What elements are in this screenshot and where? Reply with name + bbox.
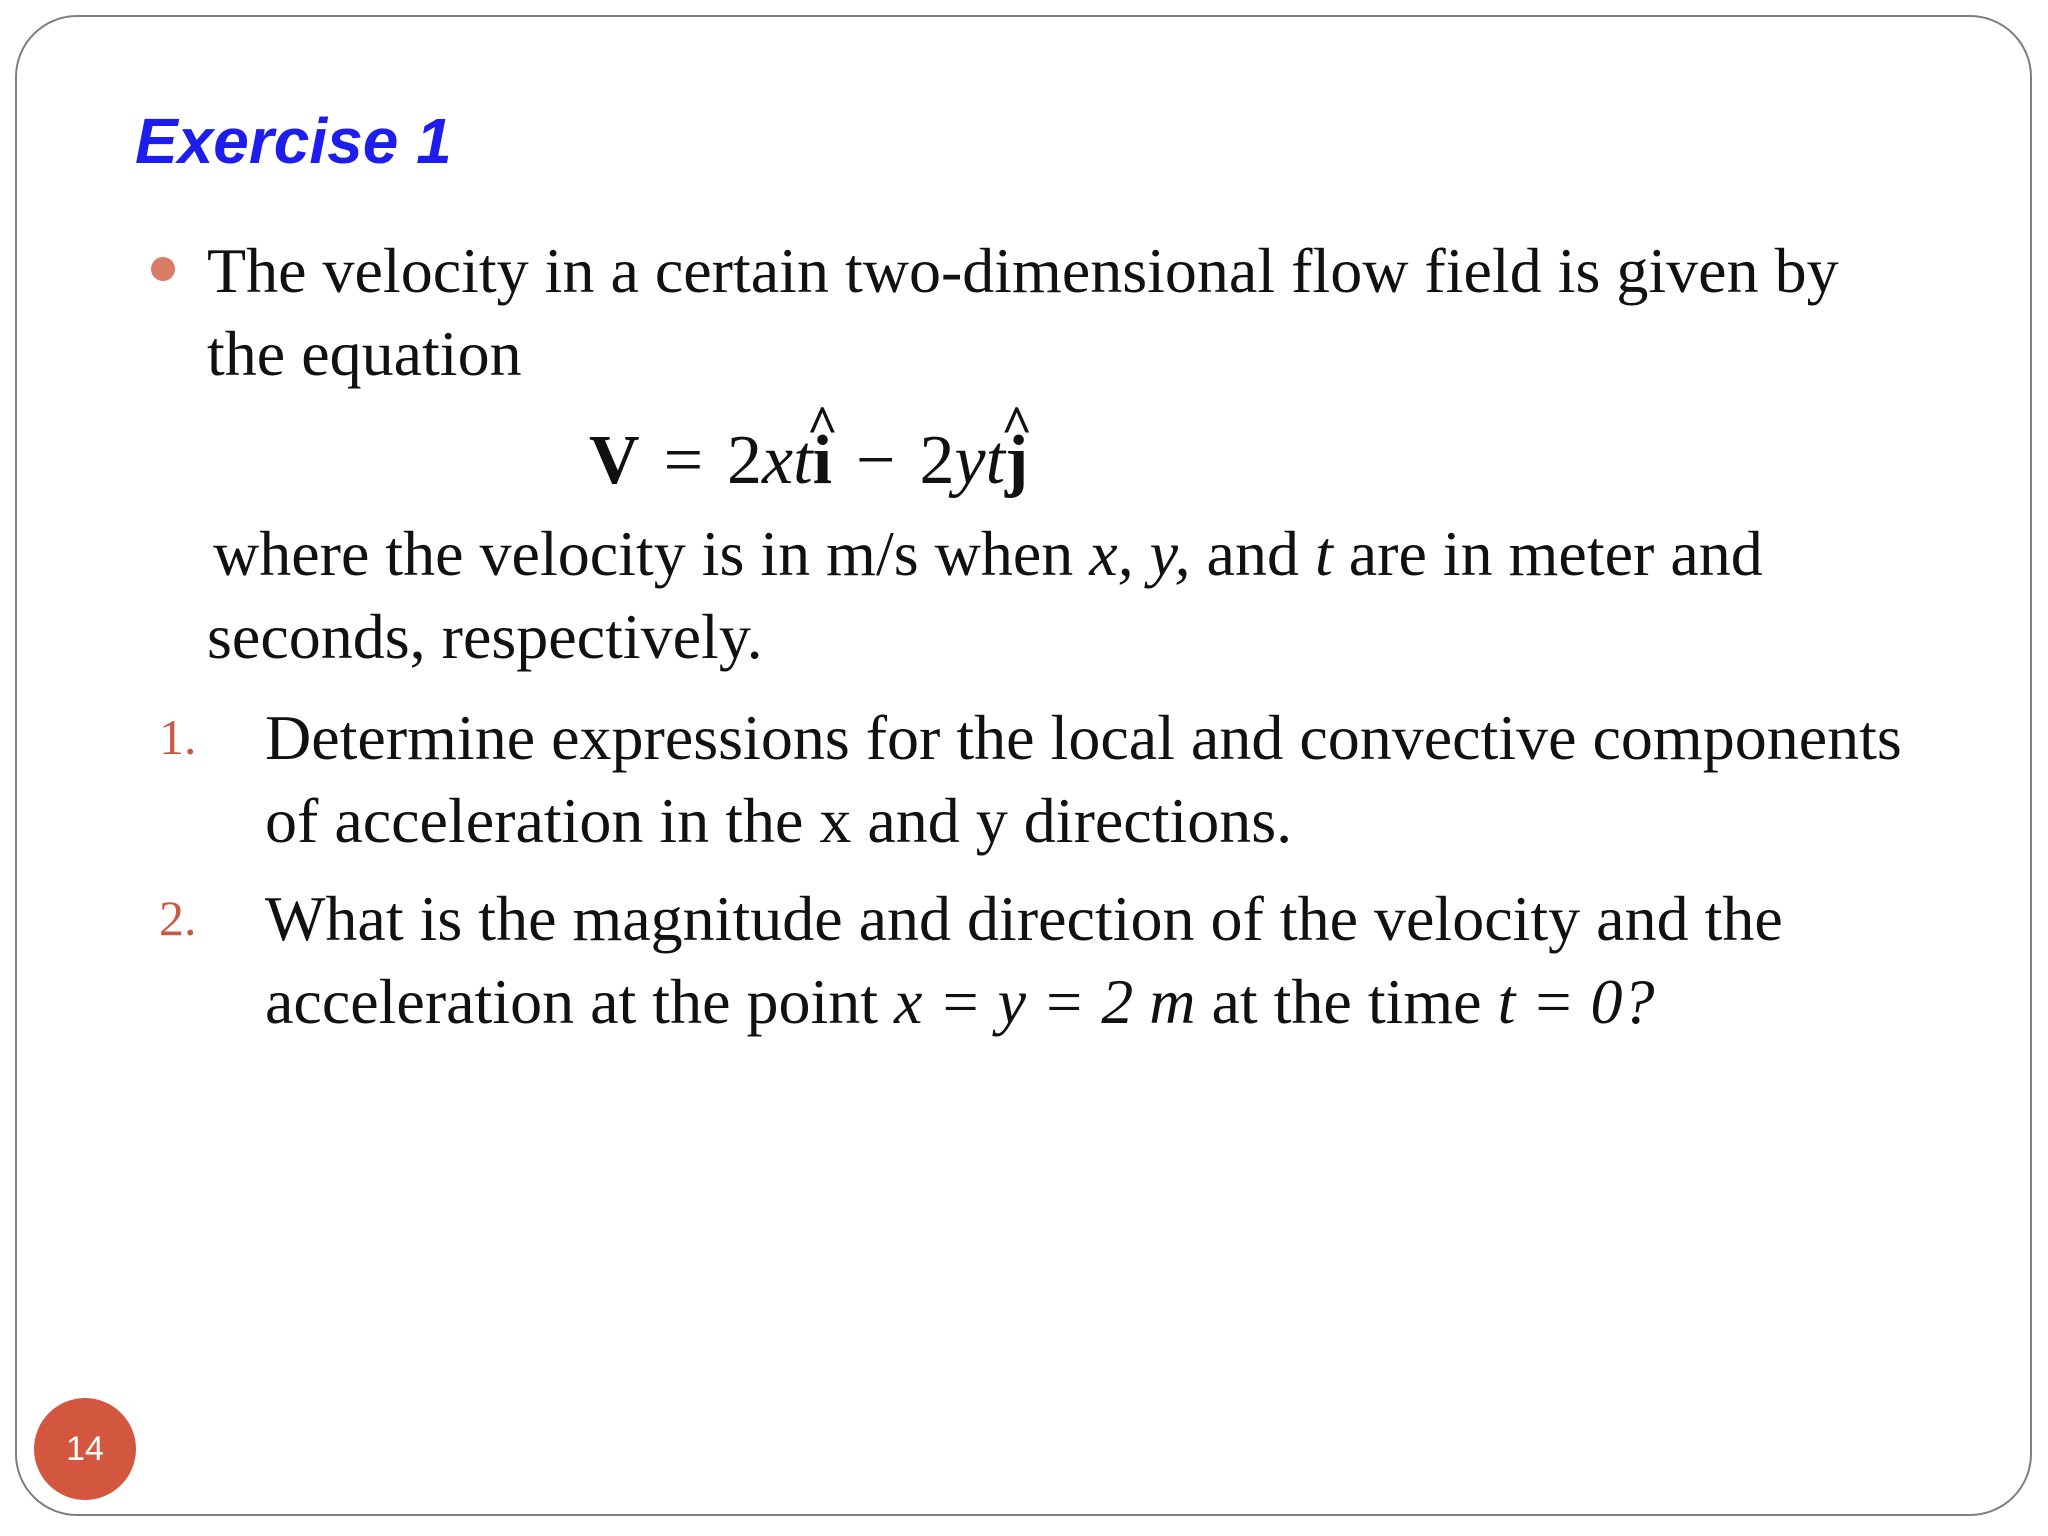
unit-vector-j: ^ j xyxy=(1005,413,1028,509)
list-item-2-text xyxy=(265,877,1925,1043)
list-number-2: 2. xyxy=(159,890,197,946)
list-item-2-point: x = y = 2 m xyxy=(894,966,1196,1037)
intro-text: The velocity in a certain two-dimensional flow field is given by the equation xyxy=(207,235,1839,389)
units-note-var-t: t xyxy=(1314,518,1333,589)
equation-term2-vars: yt xyxy=(954,422,1006,499)
units-note-part2: and xyxy=(1190,518,1315,589)
units-note-part1: where the velocity is in m/s when xyxy=(213,518,1090,589)
equation-equals: = xyxy=(663,422,704,499)
units-note-vars-xy: x, y, xyxy=(1089,518,1191,589)
list-item-2-text-middle: at the time xyxy=(1195,966,1498,1037)
slide-title: Exercise 1 xyxy=(135,105,452,177)
list-item-1-text: Determine expressions for the local and convective components of acceleration in the x and y directions. xyxy=(265,702,1902,856)
units-note-part3: are in meter and seconds, respectively. xyxy=(207,518,1763,672)
equation-term1-coef: 2 xyxy=(727,422,763,499)
velocity-equation xyxy=(589,413,1028,509)
list-item-2-time: t = 0? xyxy=(1497,966,1655,1037)
page-number-badge: 14 xyxy=(34,1398,136,1500)
equation-term2-coef: 2 xyxy=(919,422,955,499)
unit-vector-i: ^ i xyxy=(813,413,832,509)
list-item-2-text-before: What is the magnitude and direction of the velocity and the acceleration at the point xyxy=(265,883,1783,1037)
bullet-dot-icon xyxy=(151,257,175,281)
slide xyxy=(15,15,2032,1516)
equation-term1-vars: xt xyxy=(762,422,813,499)
equation-minus: − xyxy=(856,422,896,499)
equation-lhs: V xyxy=(589,422,640,499)
list-number-1: 1. xyxy=(159,709,197,765)
units-note xyxy=(207,512,1907,678)
